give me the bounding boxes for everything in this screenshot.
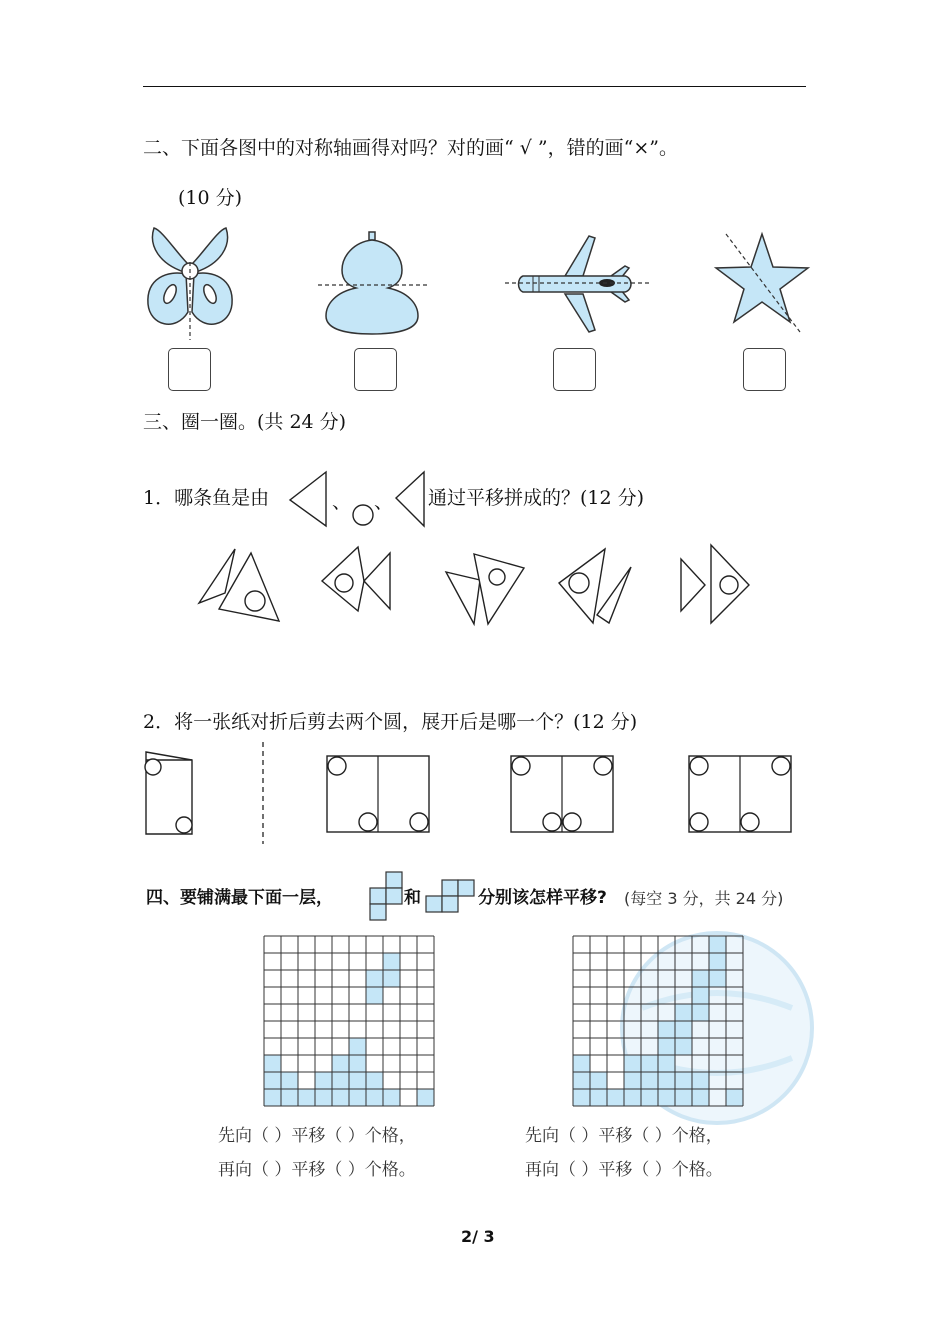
q1-prefix: 1．哪条鱼是由 bbox=[143, 487, 270, 509]
grid-cell-filled bbox=[264, 1055, 281, 1072]
grid-cell-filled bbox=[607, 1089, 624, 1106]
answer-box-2[interactable] bbox=[354, 348, 397, 391]
grid-right bbox=[572, 935, 744, 1107]
grid-cell-filled bbox=[709, 936, 726, 953]
grid-cell-filled bbox=[641, 1055, 658, 1072]
grid-cell-filled bbox=[281, 1072, 298, 1089]
unfolded-option-2[interactable] bbox=[509, 754, 615, 834]
q1-sep2: 、 bbox=[374, 491, 394, 513]
fish-option-4[interactable] bbox=[553, 545, 635, 627]
grid-cell-filled bbox=[573, 1072, 590, 1089]
grid-cell-filled bbox=[366, 1089, 383, 1106]
grid-cell-filled bbox=[383, 953, 400, 970]
grid-cell-filled bbox=[383, 1089, 400, 1106]
grid-cell-filled bbox=[573, 1089, 590, 1106]
section4-heading-prefix: 四、要铺满最下面一层， bbox=[146, 888, 333, 908]
grid-cell-filled bbox=[658, 1055, 675, 1072]
star-icon bbox=[712, 228, 812, 334]
grid-cell-filled bbox=[315, 1072, 332, 1089]
grid-cell-filled bbox=[641, 1089, 658, 1106]
section4-heading-suffix: 分别该怎样平移? bbox=[478, 888, 607, 908]
grid-cell-filled bbox=[349, 1089, 366, 1106]
grid-cell-filled bbox=[366, 987, 383, 1004]
grid-cell-filled bbox=[658, 1021, 675, 1038]
left-answer-line-2[interactable]: 再向（ ）平移（ ）个格。 bbox=[218, 1160, 416, 1180]
grid-cell-filled bbox=[675, 1072, 692, 1089]
unfolded-option-3[interactable] bbox=[687, 754, 793, 834]
grid-cell-filled bbox=[281, 1089, 298, 1106]
page-number: 2/ 3 bbox=[461, 1227, 495, 1246]
folded-paper-icon bbox=[140, 748, 200, 842]
grid-cell-filled bbox=[692, 1004, 709, 1021]
right-answer-line-1[interactable]: 先向（ ）平移（ ）个格， bbox=[525, 1126, 723, 1146]
grid-cell-filled bbox=[675, 1089, 692, 1106]
answer-box-1[interactable] bbox=[168, 348, 211, 391]
small-triangle-icon bbox=[392, 468, 428, 530]
grid-cell-filled bbox=[675, 1038, 692, 1055]
grid-cell-filled bbox=[726, 1089, 743, 1106]
grid-cell-filled bbox=[675, 1021, 692, 1038]
grid-cell-filled bbox=[590, 1072, 607, 1089]
grid-cell-filled bbox=[332, 1072, 349, 1089]
grid-left bbox=[263, 935, 435, 1107]
airplane-icon bbox=[503, 232, 653, 337]
q1-sep1: 、 bbox=[332, 491, 352, 513]
grid-cell-filled bbox=[590, 1089, 607, 1106]
large-triangle-icon bbox=[286, 468, 334, 530]
fish-option-5[interactable] bbox=[675, 541, 755, 625]
grid-cell-filled bbox=[692, 970, 709, 987]
grid-cell-filled bbox=[658, 1038, 675, 1055]
q1-suffix: 通过平移拼成的？(12 分) bbox=[428, 487, 645, 509]
grid-cell-filled bbox=[298, 1089, 315, 1106]
circle-icon bbox=[350, 502, 376, 528]
section4-score: (每空 3 分，共 24 分) bbox=[624, 889, 784, 908]
grid-cell-filled bbox=[349, 1038, 366, 1055]
answer-box-3[interactable] bbox=[553, 348, 596, 391]
grid-cell-filled bbox=[624, 1089, 641, 1106]
grid-cell-filled bbox=[658, 1089, 675, 1106]
grid-cell-filled bbox=[709, 953, 726, 970]
section3-heading: 三、圈一圈。(共 24 分) bbox=[143, 411, 347, 433]
grid-cell-filled bbox=[624, 1072, 641, 1089]
grid-cell-filled bbox=[573, 1055, 590, 1072]
q2-text: 2．将一张纸对折后剪去两个圆，展开后是哪一个？(12 分) bbox=[143, 711, 638, 733]
fish-option-2[interactable] bbox=[318, 543, 398, 615]
dashed-separator bbox=[258, 740, 268, 846]
grid-cell-filled bbox=[366, 1072, 383, 1089]
vertical-piece-icon bbox=[368, 870, 404, 922]
grid-cell-filled bbox=[366, 970, 383, 987]
section2-score: (10 分) bbox=[178, 187, 243, 209]
grid-cell-filled bbox=[264, 1089, 281, 1106]
grid-cell-filled bbox=[675, 1004, 692, 1021]
grid-cell-filled bbox=[264, 1072, 281, 1089]
grid-cell-filled bbox=[658, 1072, 675, 1089]
butterfly-icon bbox=[140, 222, 240, 342]
unfolded-option-1[interactable] bbox=[325, 754, 431, 834]
grid-cell-filled bbox=[349, 1072, 366, 1089]
grid-cell-filled bbox=[692, 1072, 709, 1089]
gourd-icon bbox=[318, 230, 428, 340]
grid-cell-filled bbox=[332, 1055, 349, 1072]
fish-option-3[interactable] bbox=[440, 550, 530, 628]
grid-cell-filled bbox=[349, 1055, 366, 1072]
horizontal-piece-icon bbox=[424, 878, 476, 914]
grid-cell-filled bbox=[315, 1089, 332, 1106]
left-answer-line-1[interactable]: 先向（ ）平移（ ）个格， bbox=[218, 1126, 416, 1146]
section2-heading: 二、下面各图中的对称轴画得对吗？对的画“ √ ”，错的画“×”。 bbox=[143, 137, 678, 159]
section4-heading-mid: 和 bbox=[404, 888, 421, 908]
right-answer-line-2[interactable]: 再向（ ）平移（ ）个格。 bbox=[525, 1160, 723, 1180]
grid-cell-filled bbox=[332, 1089, 349, 1106]
fish-option-1[interactable] bbox=[195, 545, 285, 630]
grid-cell-filled bbox=[692, 1089, 709, 1106]
header-rule bbox=[143, 86, 806, 87]
grid-cell-filled bbox=[709, 970, 726, 987]
grid-cell-filled bbox=[383, 970, 400, 987]
answer-box-4[interactable] bbox=[743, 348, 786, 391]
grid-cell-filled bbox=[624, 1055, 641, 1072]
grid-cell-filled bbox=[641, 1072, 658, 1089]
grid-cell-filled bbox=[417, 1089, 434, 1106]
grid-cell-filled bbox=[692, 987, 709, 1004]
